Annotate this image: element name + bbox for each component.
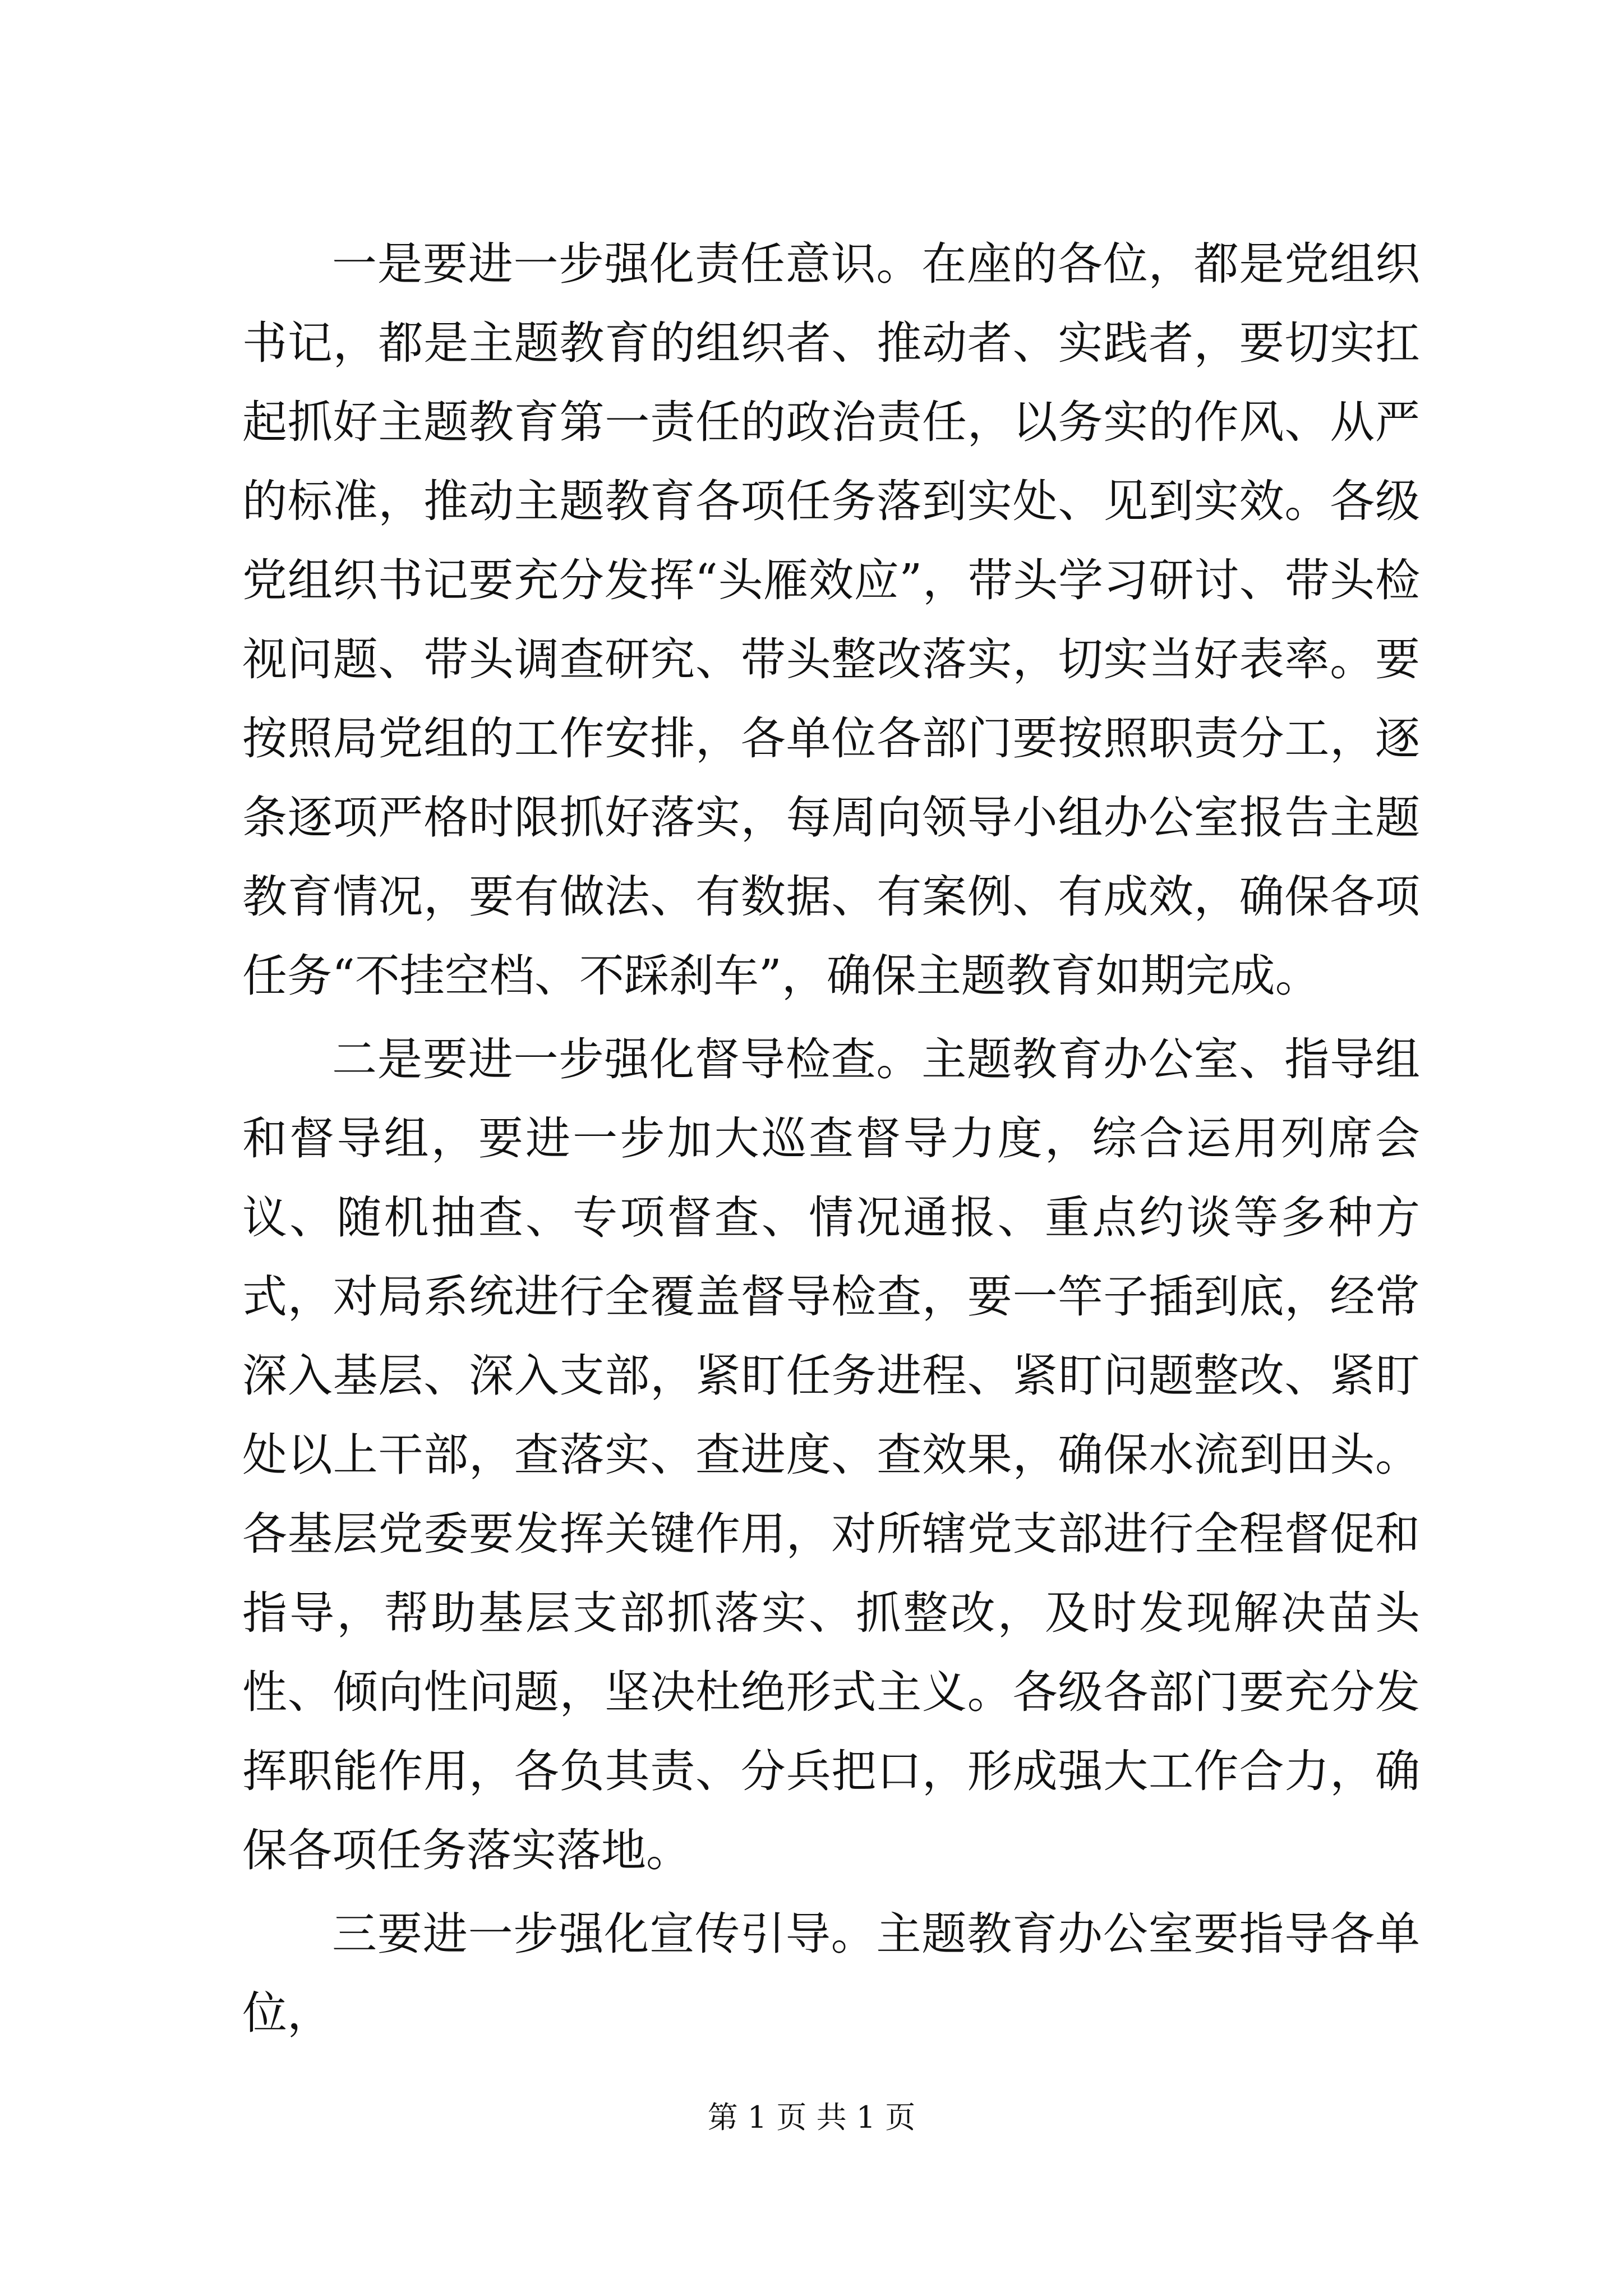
paragraph-supervision: 二是要进一步强化督导检查。主题教育办公室、指导组和督导组，要进一步加大巡查督导力度，综合运用列席会议、随机抽查、专项督查、情况通报、重点约谈等多种方式，对局系统进行全覆盖督导检查，要一竿子插到底，经常深入基层、深入支部，紧盯任务进程、紧盯问题整改、紧盯处以上干部，查落实、查进度、查效果，确保水流到田头。各基层党委要发挥关键作用，对所辖党支部进行全程督促和指导，帮助基层支部抓落实、抓整改，及时发现解决苗头性、倾向性问题，坚决杜绝形式主义。各级各部门要充分发挥职能作用，各负其责、分兵把口，形成强大工作合力，确保各项任务落实落地。	[242, 1033, 1420, 1876]
document-body	[242, 224, 1420, 2057]
page-footer: 第 1 页 共 1 页	[707, 2100, 916, 2135]
paragraph-responsibility: 一是要进一步强化责任意识。在座的各位，都是党组织书记，都是主题教育的组织者、推动者、实践者，要切实扛起抓好主题教育第一责任的政治责任，以务实的作风、从严的标准，推动主题教育各项任务落到实处、见到实效。各级党组织书记要充分发挥“头雁效应”，带头学习研讨、带头检视问题、带头调查研究、带头整改落实，切实当好表率。要按照局党组的工作安排，各单位各部门要按照职责分工，逐条逐项严格时限抓好落实，每周向领导小组办公室报告主题教育情况，要有做法、有数据、有案例、有成效，确保各项任务“不挂空档、不踩刹车”，确保主题教育如期完成。	[242, 238, 1420, 1002]
paragraph-publicity: 三要进一步强化宣传引导。主题教育办公室要指导各单位，	[242, 1908, 1420, 2039]
